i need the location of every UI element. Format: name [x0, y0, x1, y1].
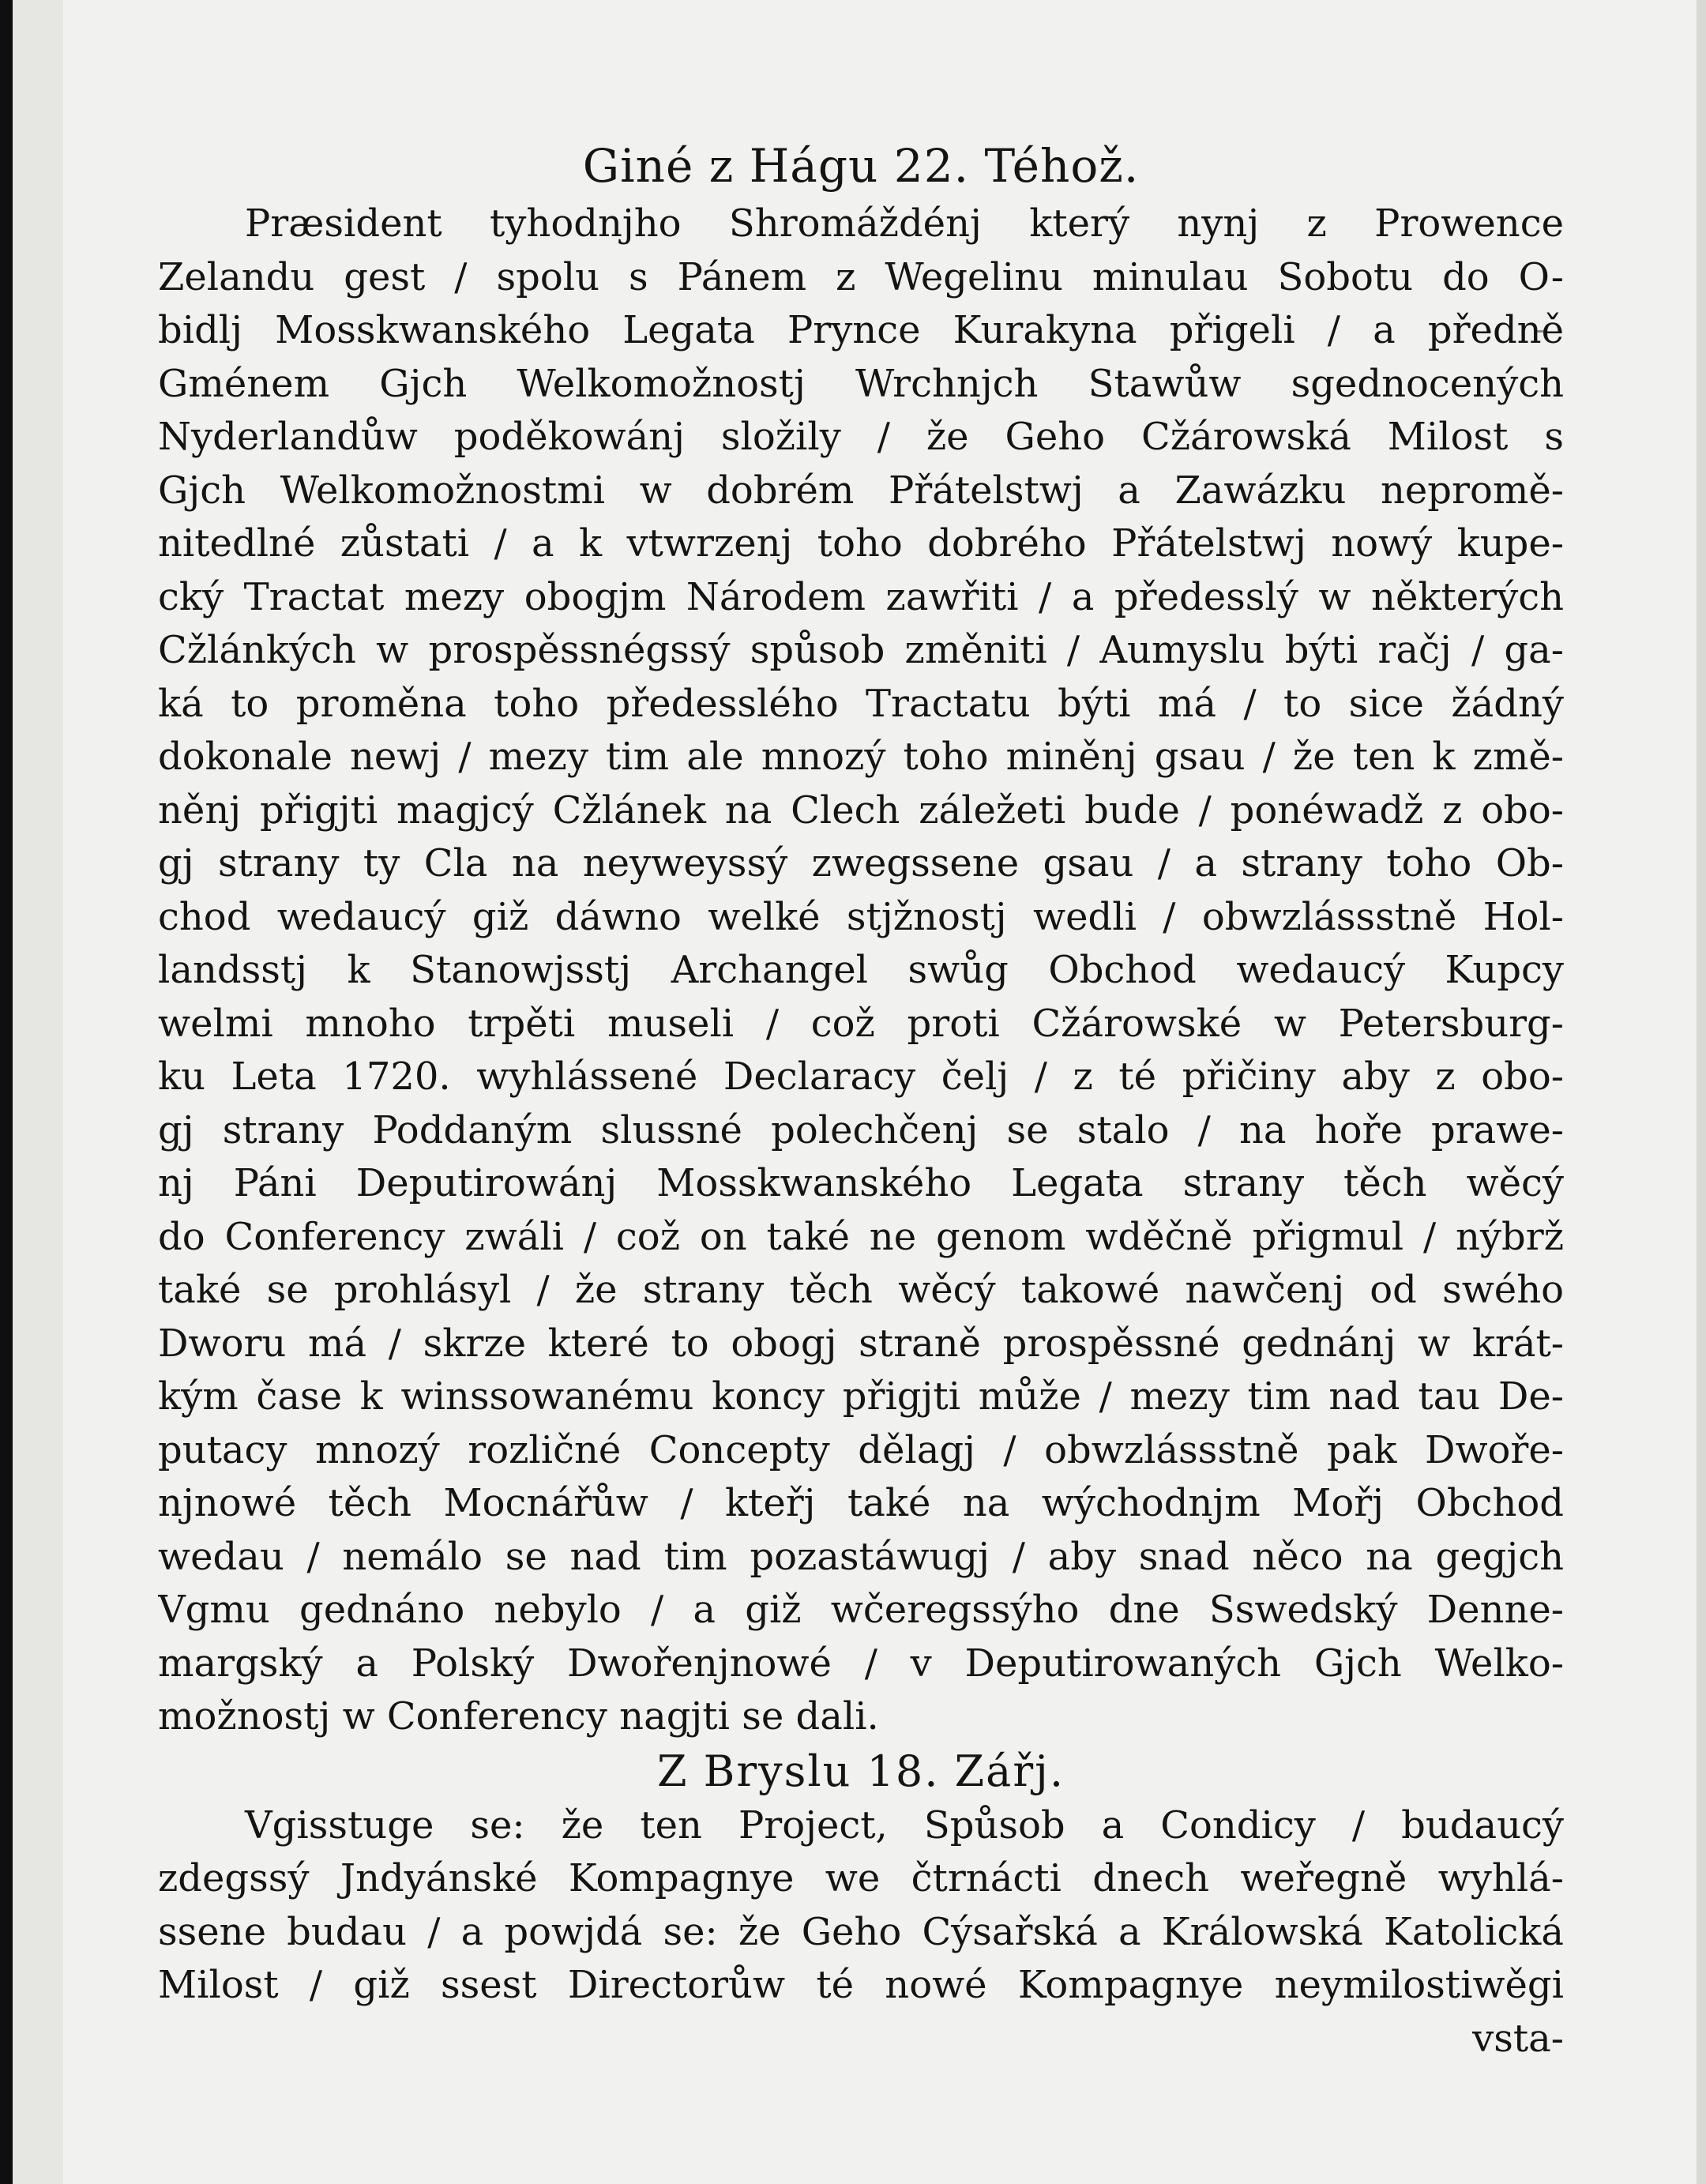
- scan-right-border: [1697, 0, 1706, 2184]
- text-line: chod wedaucý giž dáwno welké stjžnostj wedli / obwzlássstně Hol-: [158, 894, 1564, 939]
- text-line: Vgisstuge se: že ten Project, Spůsob a Condicy / budaucý: [245, 1802, 1564, 1848]
- text-line: nj Páni Deputirowánj Mosskwanského Legata strany těch wěcý: [158, 1161, 1564, 1205]
- paragraph-2: [158, 1799, 1564, 2013]
- text-line: gj strany ty Cla na neyweyssý zwegssene gsau / a strany toho Ob-: [158, 841, 1564, 885]
- catchword: vsta-: [1472, 2016, 1564, 2061]
- text-line: Milost / giž ssest Directorůw té nowé Kompagnye neymilostiwěgi: [158, 1963, 1564, 2007]
- text-line: kým čase k winssowanému koncy přigjti může / mezy tim nad tau De-: [158, 1374, 1564, 1419]
- paragraph-1: [158, 197, 1564, 1744]
- text-line: něnj přigjti magjcý Cžlánek na Clech záležeti bude / ponéwadž z obo-: [158, 788, 1564, 833]
- news-heading: Giné z Hágu 22. Téhož.: [582, 139, 1140, 193]
- text-line: zdegssý Jndyánské Kompagnye we čtrnácti dnech weřegně wyhlá-: [158, 1856, 1564, 1900]
- scan-gutter: [13, 0, 63, 2184]
- text-line: Nyderlandůw poděkowánj složily / že Geho Cžárowská Milost s: [158, 415, 1564, 459]
- text-line: ku Leta 1720. wyhlássené Declaracy čelj / z té přičiny aby z obo-: [158, 1054, 1564, 1099]
- text-line: ssene budau / a powjdá se: že Geho Cýsařská a Králowská Katolická: [158, 1909, 1564, 1954]
- text-block: [158, 134, 1564, 2066]
- text-line: bidlj Mosskwanského Legata Prynce Kurakyna přigeli / a předně: [158, 308, 1564, 352]
- text-line: cký Tractat mezy obogjm Národem zawřiti / a předesslý w některých: [158, 574, 1564, 619]
- text-line: putacy mnozý rozličné Concepty dělagj / obwzlássstně pak Dwoře-: [158, 1427, 1564, 1472]
- text-line: Vgmu gednáno nebylo / a giž wčeregssýho dne Sswedský Denne-: [158, 1588, 1564, 1632]
- text-line: také se prohlásyl / že strany těch wěcý takowé nawčenj od swého: [158, 1268, 1564, 1312]
- text-line: Zelandu gest / spolu s Pánem z Wegelinu minulau Sobotu do O-: [158, 254, 1564, 299]
- text-line: dokonale newj / mezy tim ale mnozý toho miněnj gsau / že ten k změ-: [158, 735, 1564, 779]
- text-line: wedau / nemálo se nad tim pozastáwugj / aby snad něco na gegjch: [158, 1534, 1564, 1579]
- text-line: margský a Polský Dwořenjnowé / v Deputirowaných Gjch Welko-: [158, 1641, 1564, 1686]
- text-line: njnowé těch Mocnářůw / kteřj také na wýchodnjm Mořj Obchod: [158, 1481, 1564, 1525]
- text-line: Gjch Welkomožnostmi w dobrém Přátelstwj a Zawázku nepromě-: [158, 468, 1564, 513]
- text-line: Cžlánkých w prospěssnégssý spůsob změniti / Aumyslu býti račj / ga-: [158, 628, 1564, 672]
- text-line: Dworu má / skrze které to obogj straně prospěssné gednánj w krát-: [158, 1321, 1564, 1366]
- news-subheading: Z Bryslu 18. Zářj.: [656, 1746, 1065, 1796]
- text-line: ká to proměna toho předesslého Tractatu býti má / to sice žádný: [158, 681, 1564, 726]
- text-line: Præsident tyhodnjho Shromáždénj který nynj z Prowence: [245, 201, 1564, 246]
- scan-left-border: [0, 0, 13, 2184]
- text-line: landsstj k Stanowjsstj Archangel swůg Obchod wedaucý Kupcy: [158, 948, 1564, 992]
- text-line: Gménem Gjch Welkomožnostj Wrchnjch Stawůw sgednocených: [158, 361, 1564, 406]
- text-line: možnostj w Conferency nagjti se dali.: [158, 1694, 879, 1739]
- text-line: nitedlné zůstati / a k vtwrzenj toho dobrého Přátelstwj nowý kupe-: [158, 521, 1564, 566]
- text-line: do Conferency zwáli / což on také ne genom wděčně přigmul / nýbrž: [158, 1214, 1564, 1259]
- text-line: welmi mnoho trpěti museli / což proti Cžárowské w Petersburg-: [158, 1001, 1564, 1046]
- text-line: gj strany Poddaným slussné polechčenj se stalo / na hoře prawe-: [158, 1107, 1564, 1152]
